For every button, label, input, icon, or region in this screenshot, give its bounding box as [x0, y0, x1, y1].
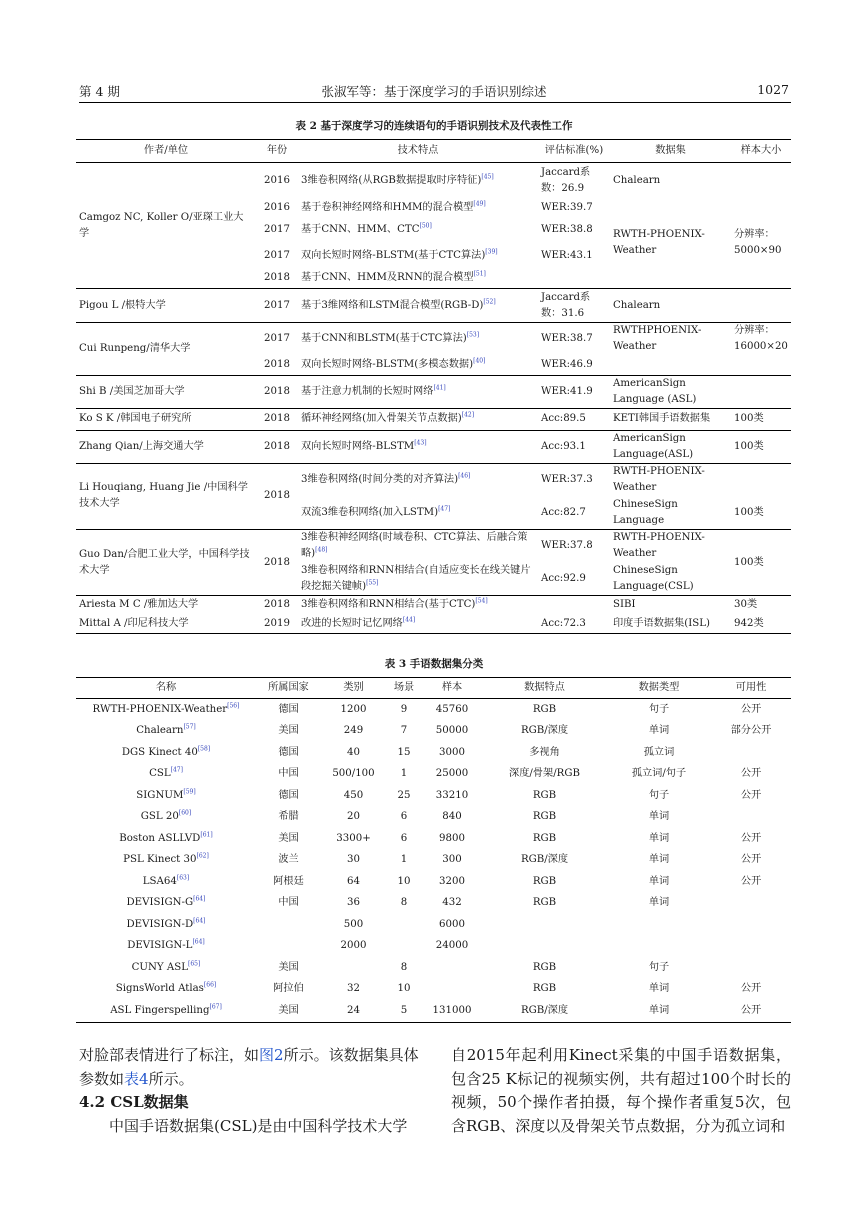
tech-cell: 双向长短时网络-BLSTM(基于CTC算法)[39] [301, 248, 498, 261]
feature-cell: RGB [532, 811, 557, 823]
dataset-cell: Chalearn [610, 289, 731, 323]
type-cell: 句子 [648, 703, 670, 715]
tech-cell: 基于卷积神经网络和HMM的混合模型[49] [301, 200, 486, 213]
classes-cell [321, 957, 386, 979]
year-cell: 2017 [256, 289, 298, 323]
dataset-cell: RWTH-PHOENIX-Weather [610, 463, 731, 497]
author-cell: Pigou L /根特大学 [76, 289, 256, 323]
dataset-cell: AmericanSign Language (ASL) [610, 375, 731, 408]
year-cell: 2017 [256, 323, 298, 356]
dataset-cell: Chalearn [613, 174, 661, 186]
country-cell: 美国 [278, 832, 299, 844]
paragraph: 对脸部表情进行了标注，如图2所示。该数据集具体参数如表4所示。 [79, 1046, 419, 1088]
author-cell: Shi B /美国芝加哥大学 [76, 375, 256, 408]
country-cell: 美国 [278, 961, 299, 973]
table-link[interactable]: 表4 [124, 1069, 149, 1088]
size-cell [731, 463, 791, 497]
name-cell: LSA64[63] [142, 874, 190, 887]
scenes-cell: 8 [400, 897, 408, 909]
country-cell: 中国 [278, 768, 299, 780]
country-cell: 波兰 [278, 854, 299, 866]
table2-header-row [76, 140, 791, 163]
name-cell: Boston ASLLVD[61] [119, 831, 213, 844]
eval-cell [538, 269, 610, 289]
classes-cell: 500/100 [332, 768, 375, 780]
scenes-cell: 6 [400, 832, 408, 844]
tech-cell: 双向长短时网络-BLSTM(多模态数据)[40] [301, 357, 486, 370]
tech-cell: 基于CNN、HMM、CTC[50] [301, 222, 432, 235]
classes-cell: 2000 [340, 940, 367, 952]
table-row [76, 764, 791, 786]
size-cell: 分辨率：16000×20 [731, 323, 791, 356]
avail-cell: 公开 [740, 789, 762, 801]
col-header: 名称 [76, 678, 256, 699]
samples-cell: 3000 [439, 746, 465, 758]
classes-cell: 64 [347, 875, 360, 887]
tech-cell: 3维卷积神经网络(时域卷积、CTC算法、后融合策略)[48] [298, 530, 538, 563]
right-column [451, 1044, 791, 1138]
name-cell: SIGNUM[59] [136, 788, 196, 801]
author-cell: Ko S K /韩国电子研究所 [76, 408, 256, 430]
avail-cell: 公开 [740, 703, 762, 715]
size-cell: 942类 [734, 617, 764, 629]
col-header: 所属国家 [256, 678, 321, 699]
table-row [76, 936, 791, 958]
dataset-cell: 印度手语数据集(ISL) [613, 617, 711, 629]
name-cell: CUNY ASL[65] [131, 960, 201, 973]
col-header: 年份 [256, 140, 298, 163]
table-row [76, 323, 791, 356]
author-cell: Camgoz NC, Koller O/亚琛工业大学 [79, 211, 244, 239]
scenes-cell [386, 914, 422, 936]
country-cell: 德国 [278, 789, 299, 801]
dataset-cell [610, 355, 731, 375]
table3-caption: 表 3 手语数据集分类 [384, 658, 484, 670]
dataset-cell [610, 269, 731, 289]
size-cell: 100类 [731, 430, 791, 463]
samples-cell: 50000 [435, 725, 469, 737]
year-cell: 2017 [264, 249, 290, 261]
name-cell: DEVISIGN-G[64] [126, 895, 206, 909]
table-row [76, 742, 791, 764]
feature-cell: RGB [532, 897, 557, 909]
scenes-cell: 6 [400, 811, 408, 823]
feature-cell: RGB [532, 875, 557, 887]
scenes-cell: 25 [397, 789, 411, 801]
dataset-cell: RWTH-PHOENIX-Weather [613, 228, 705, 256]
size-cell [731, 375, 791, 408]
scenes-cell: 8 [400, 961, 408, 973]
tech-cell: 基于3维网络和LSTM混合模型(RGB-D)[52] [298, 289, 538, 323]
author-cell: Mittal A /印尼科技大学 [79, 617, 189, 629]
col-header: 数据特点 [482, 678, 607, 699]
samples-cell [422, 957, 482, 979]
type-cell: 单词 [648, 854, 670, 866]
classes-cell: 249 [343, 725, 364, 737]
size-cell: 100类 [734, 507, 764, 518]
avail-cell [711, 742, 791, 764]
feature-cell: RGB [532, 789, 557, 801]
scenes-cell [386, 936, 422, 958]
tech-cell: 改进的长短时记忆网络[44] [301, 616, 416, 629]
samples-cell: 25000 [435, 768, 469, 780]
samples-cell: 432 [442, 897, 462, 909]
avail-cell: 公开 [740, 832, 762, 844]
year-cell: 2017 [264, 223, 290, 235]
feature-cell: RGB [532, 961, 557, 973]
year-cell: 2018 [264, 358, 290, 370]
section-heading: 4.2 CSL数据集 [79, 1093, 189, 1111]
samples-cell [422, 979, 482, 1001]
name-cell: DEVISIGN-L[64] [127, 938, 205, 952]
table-row [76, 530, 791, 563]
size-cell: 100类 [731, 530, 791, 596]
table-row [76, 979, 791, 1001]
author-cell: Guo Dan/合肥工业大学，中国科学技术大学 [76, 530, 256, 596]
country-cell: 希腊 [278, 811, 299, 823]
name-cell: RWTH-PHOENIX-Weather[56] [92, 702, 240, 715]
scenes-cell: 7 [400, 725, 408, 737]
tech-cell: 双向长短时网络-BLSTM[43] [298, 430, 538, 463]
classes-cell: 1200 [340, 703, 367, 715]
scenes-cell: 10 [397, 983, 411, 995]
type-cell: 单词 [648, 875, 670, 887]
avail-cell [711, 914, 791, 936]
table-row [76, 375, 791, 408]
eval-cell: Jaccard系数：26.9 [541, 166, 591, 194]
type-cell: 句子 [648, 789, 670, 801]
table-row [76, 596, 791, 615]
scenes-cell: 1 [400, 854, 408, 866]
year-cell: 2019 [264, 617, 290, 629]
scenes-cell: 5 [400, 1004, 408, 1016]
eval-cell: Acc:89.5 [538, 408, 610, 430]
avail-cell: 公开 [740, 875, 762, 887]
avail-cell [711, 957, 791, 979]
paragraph: 自2015年起利用Kinect采集的中国手语数据集，包含25 K标记的视频实例，共有超过100个时长的视频，50个操作者拍摄，每个操作者重复5次，包含RGB、深度以及骨架关节点数据，分为孤立词和 [451, 1046, 791, 1135]
feature-cell: RGB [532, 703, 557, 715]
feature-cell: RGB/深度 [520, 854, 569, 866]
year-cell: 2018 [264, 272, 290, 284]
table-row [76, 850, 791, 872]
type-cell: 单词 [648, 897, 670, 909]
running-title: 张淑军等：基于深度学习的手语识别综述 [321, 84, 547, 99]
samples-cell: 3200 [439, 875, 465, 887]
size-cell [731, 355, 791, 375]
name-cell: PSL Kinect 30[62] [123, 852, 209, 866]
feature-cell: 多视角 [529, 746, 560, 758]
col-header: 样本大小 [731, 140, 791, 163]
author-cell: Zhang Qian/上海交通大学 [76, 430, 256, 463]
dataset-cell: KETI韩国手语数据集 [610, 408, 731, 430]
eval-cell: WER:43.1 [541, 249, 593, 261]
samples-cell: 131000 [432, 1004, 472, 1016]
dataset-cell: RWTHPHOENIX-Weather [610, 323, 731, 356]
classes-cell: 40 [347, 746, 360, 758]
type-cell: 单词 [648, 725, 670, 737]
type-cell: 孤立词 [643, 746, 675, 758]
eval-cell: Acc:82.7 [541, 507, 586, 518]
eval-cell: WER:46.9 [541, 358, 593, 370]
col-header: 类别 [321, 678, 386, 699]
size-cell: 分辨率：5000×90 [734, 229, 782, 257]
header-rule [79, 102, 791, 103]
table-row [76, 463, 791, 497]
name-cell: DGS Kinect 40[58] [121, 745, 211, 758]
avail-cell: 部分公开 [730, 725, 772, 737]
table-row [76, 615, 791, 634]
classes-cell: 20 [347, 811, 360, 823]
size-cell [731, 289, 791, 323]
tech-cell: 双流3维卷积网络(加入LSTM)[47] [301, 505, 451, 518]
table-row [76, 289, 791, 323]
eval-cell: WER:39.7 [541, 201, 593, 213]
country-cell: 中国 [278, 897, 299, 909]
samples-cell: 45760 [435, 703, 469, 715]
tech-cell: 3维卷积网络和RNN相结合(自适应变长在线关键片段挖掘关键帧)[55] [301, 564, 531, 592]
feature-cell [482, 936, 607, 958]
name-cell: GSL 20[60] [140, 809, 192, 823]
size-cell: 100类 [731, 408, 791, 430]
country-cell: 美国 [278, 1004, 299, 1016]
year-cell: 2016 [264, 201, 290, 213]
type-cell: 单词 [648, 832, 670, 844]
eval-cell: WER:38.8 [541, 223, 593, 235]
samples-cell: 33210 [435, 789, 469, 801]
table-row [76, 430, 791, 463]
dataset-cell: ChineseSign Language(CSL) [613, 564, 694, 592]
tech-cell: 基于CNN和BLSTM(基于CTC算法)[53] [298, 323, 538, 356]
dataset-cell [610, 199, 731, 217]
eval-cell: Jaccard系数：31.6 [538, 289, 610, 323]
name-cell: Chalearn[57] [136, 723, 196, 737]
classes-cell: 36 [347, 897, 360, 909]
table-row [76, 785, 791, 807]
classes-cell: 450 [343, 789, 364, 801]
tech-cell: 3维卷积网络和RNN相结合(基于CTC)[54] [298, 596, 538, 615]
scenes-cell: 15 [397, 746, 411, 758]
year-cell: 2016 [264, 174, 290, 186]
eval-cell: Acc:72.3 [541, 617, 586, 629]
table-row [76, 163, 791, 199]
tech-cell: 基于注意力机制的长短时网络[41] [298, 375, 538, 408]
type-cell [607, 914, 711, 936]
type-cell: 句子 [648, 961, 670, 973]
name-cell: DEVISIGN-D[64] [126, 917, 206, 930]
eval-cell: WER:38.7 [538, 323, 610, 356]
country-cell [256, 914, 321, 936]
table-row [76, 721, 791, 743]
left-column [79, 1044, 419, 1138]
table-row [76, 699, 791, 721]
tech-cell: 3维卷积网络(从RGB数据提取时序特征)[45] [301, 173, 494, 186]
year-cell: 2018 [256, 463, 298, 530]
author-cell: Ariesta M C /雅加达大学 [76, 596, 256, 615]
size-cell [731, 163, 791, 199]
table3-header-row [76, 678, 791, 699]
avail-cell: 公开 [740, 1004, 762, 1016]
tech-cell: 3维卷积网络(时间分类的对齐算法)[46] [298, 463, 538, 497]
author-cell: Cui Runpeng/清华大学 [76, 323, 256, 376]
country-cell: 德国 [278, 746, 299, 758]
samples-cell: 840 [442, 811, 462, 823]
eval-cell: WER:37.3 [538, 463, 610, 497]
table-row [76, 828, 791, 850]
col-header: 评估标准(%) [538, 140, 610, 163]
table3 [76, 677, 791, 1023]
feature-cell: RGB [532, 983, 557, 995]
samples-cell: 9800 [439, 832, 465, 844]
name-cell: ASL Fingerspelling[67] [110, 1003, 222, 1016]
eval-cell: Acc:92.9 [541, 572, 586, 584]
type-cell: 单词 [648, 811, 670, 823]
year-cell: 2018 [256, 430, 298, 463]
classes-cell: 24 [347, 1004, 360, 1016]
table2 [76, 139, 791, 634]
table-row [76, 893, 791, 915]
tech-cell: 循环神经网络(加入骨架关节点数据)[42] [298, 408, 538, 430]
eval-cell: WER:41.9 [538, 375, 610, 408]
dataset-cell: SIBI [610, 596, 731, 615]
classes-cell: 32 [347, 983, 360, 995]
scenes-cell: 9 [400, 703, 408, 715]
author-cell: Li Houqiang, Huang Jie /中国科学技术大学 [76, 463, 256, 530]
year-cell: 2018 [256, 375, 298, 408]
col-header: 技术特点 [298, 140, 538, 163]
col-header: 可用性 [711, 678, 791, 699]
feature-cell: RGB [532, 832, 557, 844]
col-header: 场景 [386, 678, 422, 699]
type-cell [607, 936, 711, 958]
country-cell: 阿根廷 [273, 875, 304, 887]
dataset-cell: ChineseSign Language [613, 499, 678, 526]
table2-caption: 表 2 基于深度学习的连续语句的手语识别技术及代表性工作 [295, 120, 573, 132]
classes-cell: 30 [347, 854, 360, 866]
country-cell [256, 936, 321, 958]
type-cell: 孤立词/句子 [631, 768, 687, 780]
name-cell: SignsWorld Atlas[66] [115, 981, 217, 995]
samples-cell: 24000 [435, 940, 469, 952]
eval-cell: Acc:93.1 [538, 430, 610, 463]
table-row [76, 807, 791, 829]
country-cell: 德国 [278, 703, 299, 715]
col-header: 数据类型 [607, 678, 711, 699]
avail-cell: 公开 [740, 983, 762, 995]
year-cell: 2018 [256, 408, 298, 430]
country-cell: 阿拉伯 [273, 983, 304, 995]
issue-number: 第 4 期 [79, 84, 120, 99]
feature-cell: RGB/深度 [520, 1004, 569, 1016]
size-cell: 30类 [731, 596, 791, 615]
col-header: 数据集 [610, 140, 731, 163]
figure-link[interactable]: 图2 [259, 1046, 284, 1064]
table-row [76, 914, 791, 936]
samples-cell: 300 [442, 854, 462, 866]
scenes-cell: 10 [397, 875, 411, 887]
dataset-cell: AmericanSign Language(ASL) [610, 430, 731, 463]
col-header: 样本 [422, 678, 482, 699]
classes-cell: 500 [343, 918, 364, 930]
tech-cell: 基于CNN、HMM及RNN的混合模型[51] [301, 270, 486, 284]
avail-cell [711, 936, 791, 958]
col-header: 作者/单位 [76, 140, 256, 163]
table3-body [76, 699, 791, 1023]
year-cell: 2018 [256, 596, 298, 615]
classes-cell: 3300+ [336, 832, 371, 844]
feature-cell: 深度/骨架/RGB [509, 768, 580, 780]
table-row [76, 408, 791, 430]
paragraph: 中国手语数据集(CSL)是由中国科学技术大学 [109, 1116, 408, 1135]
avail-cell: 公开 [740, 854, 762, 866]
year-cell: 2018 [256, 530, 298, 596]
table-row [76, 957, 791, 979]
avail-cell [711, 807, 791, 829]
feature-cell: RGB/深度 [520, 725, 569, 737]
samples-cell: 6000 [439, 918, 465, 930]
eval-cell: WER:37.8 [538, 530, 610, 563]
dataset-cell: RWTH-PHOENIX-Weather [610, 530, 731, 563]
table-row [76, 871, 791, 893]
country-cell: 美国 [278, 725, 299, 737]
type-cell: 单词 [648, 983, 670, 995]
avail-cell [711, 893, 791, 915]
page-number: 1027 [757, 82, 789, 97]
table-row [76, 1000, 791, 1022]
avail-cell: 公开 [740, 768, 762, 780]
name-cell: CSL[47] [149, 766, 183, 780]
type-cell: 单词 [648, 1004, 670, 1016]
feature-cell [482, 914, 607, 936]
scenes-cell: 1 [400, 768, 408, 780]
eval-cell [538, 596, 610, 615]
